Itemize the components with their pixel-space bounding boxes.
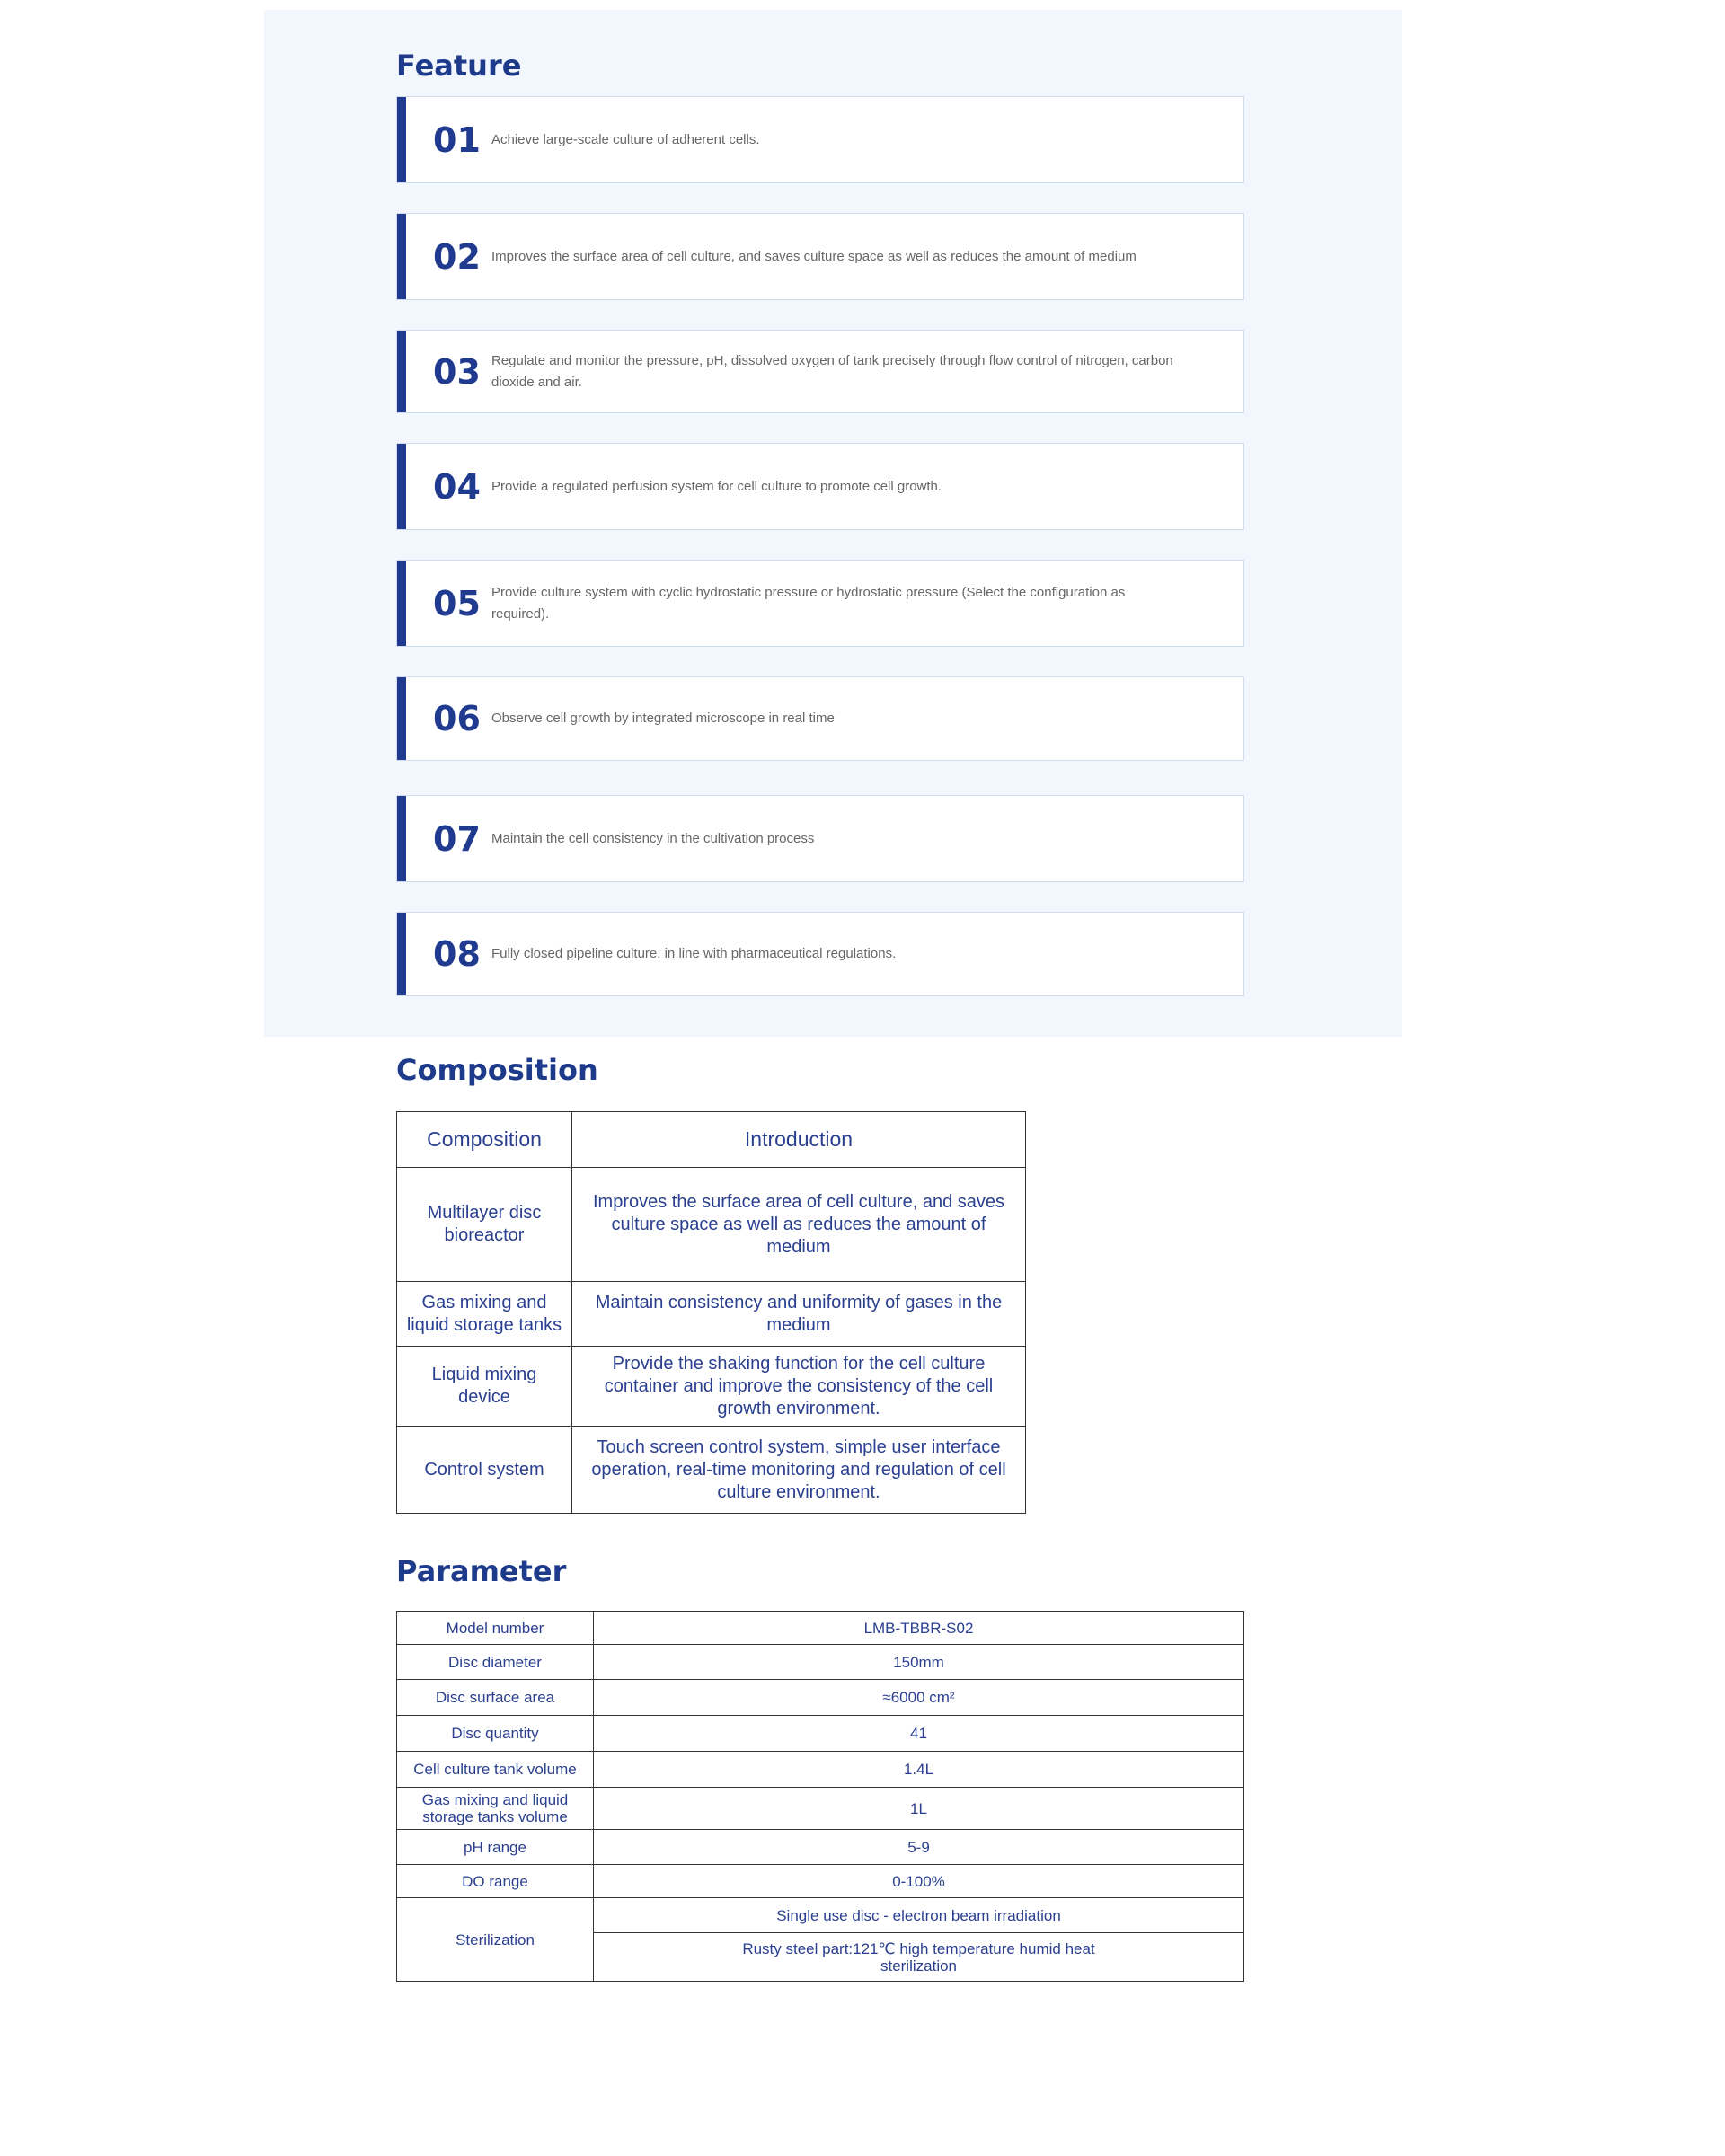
composition-intro: Improves the surface area of cell culture, and saves culture space as well as reduces the amount of medium	[572, 1168, 1026, 1282]
table-row	[397, 1752, 1244, 1788]
feature-text: Provide a regulated perfusion system for cell culture to promote cell growth.	[491, 478, 942, 494]
feature-number: 05	[433, 583, 481, 623]
feature-number: 03	[433, 351, 481, 392]
parameter-label: Disc diameter	[397, 1645, 594, 1680]
parameter-value: 1.4L	[594, 1752, 1244, 1788]
feature-card-06	[396, 676, 1244, 761]
composition-intro: Touch screen control system, simple user interface operation, real-time monitoring and regulation of cell culture environment.	[572, 1427, 1026, 1514]
composition-name: Multilayer disc bioreactor	[397, 1168, 572, 1282]
feature-accent-bar	[397, 796, 406, 881]
parameter-value: 0-100%	[594, 1865, 1244, 1898]
parameter-value: Rusty steel part:121℃ high temperature humid heat sterilization	[594, 1933, 1244, 1982]
parameter-value: 150mm	[594, 1645, 1244, 1680]
composition-intro: Provide the shaking function for the cell culture container and improve the consistency of the cell growth environment.	[572, 1347, 1026, 1427]
parameter-label: pH range	[397, 1830, 594, 1865]
composition-name: Control system	[397, 1427, 572, 1514]
feature-text: Provide culture system with cyclic hydrostatic pressure or hydrostatic pressure (Select the configuration as required).	[491, 584, 1126, 622]
parameter-value: Single use disc - electron beam irradiation	[594, 1898, 1244, 1933]
feature-accent-bar	[397, 444, 406, 529]
feature-title: Feature	[396, 49, 522, 83]
parameter-table	[396, 1611, 1244, 1982]
feature-accent-bar	[397, 561, 406, 646]
feature-card-03	[396, 330, 1244, 413]
feature-number: 06	[433, 699, 481, 738]
parameter-value: 1L	[594, 1788, 1244, 1830]
feature-text: Regulate and monitor the pressure, pH, dissolved oxygen of tank precisely through flow control of nitrogen, carbon dioxide and air.	[491, 352, 1173, 390]
parameter-title: Parameter	[396, 1554, 567, 1588]
parameter-label: Cell culture tank volume	[397, 1752, 594, 1788]
table-row	[397, 1282, 1026, 1347]
parameter-value: 41	[594, 1716, 1244, 1752]
feature-card-08	[396, 912, 1244, 996]
table-row	[397, 1680, 1244, 1716]
composition-title: Composition	[396, 1053, 598, 1087]
table-row	[397, 1788, 1244, 1830]
table-row	[397, 1898, 1244, 1933]
composition-name: Liquid mixing device	[397, 1347, 572, 1427]
feature-card-02	[396, 213, 1244, 300]
parameter-label: Disc surface area	[397, 1680, 594, 1716]
feature-text: Observe cell growth by integrated microscope in real time	[491, 711, 835, 726]
feature-text: Maintain the cell consistency in the cultivation process	[491, 830, 815, 846]
parameter-label: Model number	[397, 1612, 594, 1645]
feature-accent-bar	[397, 214, 406, 299]
feature-number: 08	[433, 934, 481, 974]
feature-number: 02	[433, 236, 481, 277]
parameter-label: Disc quantity	[397, 1716, 594, 1752]
table-row	[397, 1716, 1244, 1752]
table-row	[397, 1612, 1244, 1645]
table-row	[397, 1347, 1026, 1427]
feature-card-05	[396, 560, 1244, 647]
parameter-label: DO range	[397, 1865, 594, 1898]
composition-table	[396, 1111, 1026, 1514]
table-row	[397, 1645, 1244, 1680]
feature-text: Improves the surface area of cell culture, and saves culture space as well as reduces the amount of medium	[491, 248, 1137, 264]
parameter-value: ≈6000 cm²	[594, 1680, 1244, 1716]
feature-accent-bar	[397, 677, 406, 760]
table-row	[397, 1427, 1026, 1514]
column-header: Composition	[397, 1112, 572, 1168]
parameter-value: 5-9	[594, 1830, 1244, 1865]
feature-number: 01	[433, 119, 481, 160]
parameter-value: LMB-TBBR-S02	[594, 1612, 1244, 1645]
feature-accent-bar	[397, 97, 406, 182]
feature-text: Achieve large-scale culture of adherent cells.	[491, 131, 760, 147]
parameter-label: Sterilization	[397, 1898, 594, 1982]
table-row	[397, 1830, 1244, 1865]
table-row	[397, 1168, 1026, 1282]
column-header: Introduction	[572, 1112, 1026, 1168]
feature-number: 07	[433, 818, 481, 859]
composition-intro: Maintain consistency and uniformity of gases in the medium	[572, 1282, 1026, 1347]
feature-accent-bar	[397, 331, 406, 412]
feature-card-04	[396, 443, 1244, 530]
feature-text: Fully closed pipeline culture, in line with pharmaceutical regulations.	[491, 946, 897, 961]
composition-name: Gas mixing and liquid storage tanks	[397, 1282, 572, 1347]
table-row	[397, 1865, 1244, 1898]
feature-accent-bar	[397, 913, 406, 995]
parameter-label: Gas mixing and liquid storage tanks volume	[397, 1788, 594, 1830]
feature-number: 04	[433, 466, 481, 507]
feature-card-07	[396, 795, 1244, 882]
feature-card-01	[396, 96, 1244, 183]
table-header-row	[397, 1112, 1026, 1168]
